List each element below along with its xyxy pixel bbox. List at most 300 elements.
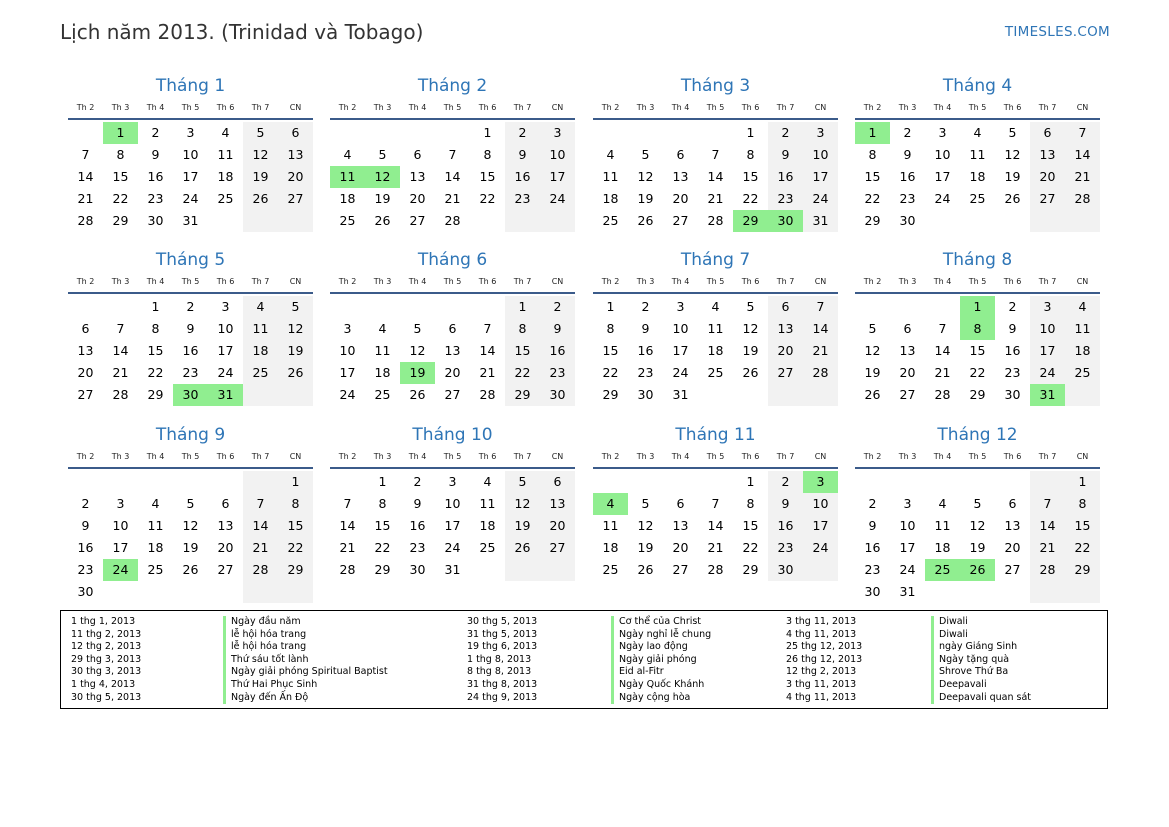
day-cell: 4 bbox=[606, 147, 615, 162]
day-cell: 12 bbox=[505, 493, 540, 515]
day-cell: 18 bbox=[934, 540, 951, 555]
day-cell: 13 bbox=[1004, 518, 1021, 533]
empty-day-cell bbox=[138, 471, 173, 493]
day-cell: 27 bbox=[409, 213, 426, 228]
day-cell: 28 bbox=[707, 562, 724, 577]
empty-day-cell bbox=[890, 296, 925, 318]
holiday-day-cell: 8 bbox=[960, 318, 995, 340]
day-cell: 6 bbox=[413, 147, 422, 162]
day-cell: 2 bbox=[903, 125, 912, 140]
day-cell: 1 bbox=[606, 299, 615, 314]
day-cell: 11 bbox=[479, 496, 496, 511]
day-cell: 26 bbox=[1004, 191, 1021, 206]
empty-day-cell bbox=[103, 581, 138, 603]
day-cell: 20 bbox=[672, 191, 689, 206]
legend-holiday-name: Ngày giải phóng Spiritual Baptist bbox=[223, 666, 388, 679]
day-cell: 17 bbox=[112, 540, 129, 555]
day-cell: 25 bbox=[969, 191, 986, 206]
day-cell: 2 bbox=[540, 296, 575, 318]
empty-day-cell bbox=[138, 581, 173, 603]
day-cell: 24 bbox=[934, 191, 951, 206]
day-cell: 29 bbox=[374, 562, 391, 577]
day-cell: 6 bbox=[1030, 122, 1065, 144]
day-cell: 16 bbox=[899, 169, 916, 184]
day-cell: 1 bbox=[378, 474, 387, 489]
day-cell: 7 bbox=[343, 496, 352, 511]
weekday-label: CN bbox=[814, 452, 827, 461]
day-cell: 31 bbox=[899, 584, 916, 599]
day-cell: 14 bbox=[1030, 515, 1065, 537]
holiday-day-cell: 31 bbox=[208, 384, 243, 406]
weekday-label: Th 7 bbox=[776, 452, 795, 461]
day-cell: 4 bbox=[243, 296, 278, 318]
day-cell: 13 bbox=[540, 493, 575, 515]
legend-dates-column bbox=[467, 616, 537, 704]
day-cell: 2 bbox=[186, 299, 195, 314]
day-cell: 14 bbox=[339, 518, 356, 533]
day-cell: 22 bbox=[742, 191, 759, 206]
empty-day-cell bbox=[365, 296, 400, 318]
day-cell: 28 bbox=[339, 562, 356, 577]
month-7 bbox=[593, 248, 838, 406]
legend-holiday-name: Ngày nghỉ lễ chung bbox=[611, 629, 711, 642]
empty-day-cell bbox=[628, 122, 663, 144]
day-cell: 25 bbox=[374, 387, 391, 402]
weekday-label: Th 5 bbox=[181, 277, 200, 286]
weekday-label: Th 6 bbox=[1003, 277, 1022, 286]
day-cell: 14 bbox=[243, 515, 278, 537]
day-cell: 10 bbox=[112, 518, 129, 533]
day-cell: 9 bbox=[540, 318, 575, 340]
day-cell: 9 bbox=[151, 147, 160, 162]
legend-dates-column bbox=[71, 616, 141, 704]
day-cell: 24 bbox=[803, 537, 838, 559]
day-cell: 5 bbox=[505, 471, 540, 493]
day-cell: 3 bbox=[803, 122, 838, 144]
day-cell: 26 bbox=[278, 362, 313, 384]
day-cell: 8 bbox=[606, 321, 615, 336]
day-cell: 17 bbox=[182, 169, 199, 184]
day-cell: 25 bbox=[243, 362, 278, 384]
day-cell: 2 bbox=[505, 122, 540, 144]
day-cell: 25 bbox=[1065, 362, 1100, 384]
day-cell: 11 bbox=[602, 518, 619, 533]
weekday-label: Th 3 bbox=[898, 452, 917, 461]
days-grid bbox=[593, 296, 838, 406]
weekday-label: Th 3 bbox=[898, 277, 917, 286]
day-cell: 20 bbox=[77, 365, 94, 380]
day-cell: 23 bbox=[768, 188, 803, 210]
month-1 bbox=[68, 74, 313, 232]
day-cell: 20 bbox=[1004, 540, 1021, 555]
weekday-header bbox=[330, 276, 575, 294]
day-cell: 6 bbox=[676, 496, 685, 511]
empty-day-cell bbox=[243, 384, 278, 406]
day-cell: 30 bbox=[899, 213, 916, 228]
day-cell: 8 bbox=[746, 147, 755, 162]
month-title: Tháng 8 bbox=[942, 250, 1013, 270]
day-cell: 16 bbox=[637, 343, 654, 358]
day-cell: 17 bbox=[899, 540, 916, 555]
holiday-day-cell: 26 bbox=[960, 559, 995, 581]
weekday-label: Th 6 bbox=[216, 452, 235, 461]
weekday-label: Th 4 bbox=[408, 277, 427, 286]
day-cell: 5 bbox=[1008, 125, 1017, 140]
empty-day-cell bbox=[68, 471, 103, 493]
empty-day-cell bbox=[103, 296, 138, 318]
empty-day-cell bbox=[960, 210, 995, 232]
day-cell: 19 bbox=[1004, 169, 1021, 184]
legend-date: 3 thg 11, 2013 bbox=[786, 616, 857, 627]
day-cell: 6 bbox=[903, 321, 912, 336]
day-cell: 25 bbox=[217, 191, 234, 206]
legend-date: 12 thg 2, 2013 bbox=[71, 641, 142, 653]
empty-day-cell bbox=[278, 210, 313, 232]
day-cell: 26 bbox=[637, 213, 654, 228]
empty-day-cell bbox=[593, 471, 628, 493]
day-cell: 5 bbox=[278, 296, 313, 318]
day-cell: 10 bbox=[672, 321, 689, 336]
day-cell: 5 bbox=[243, 122, 278, 144]
weekday-label: Th 6 bbox=[741, 452, 760, 461]
day-cell: 5 bbox=[186, 496, 195, 511]
day-cell: 7 bbox=[448, 147, 457, 162]
day-cell: 29 bbox=[742, 562, 759, 577]
day-cell: 15 bbox=[742, 169, 759, 184]
weekday-label: CN bbox=[1076, 277, 1089, 286]
weekday-label: CN bbox=[551, 277, 564, 286]
day-cell: 26 bbox=[243, 188, 278, 210]
day-cell: 23 bbox=[1004, 365, 1021, 380]
weekday-header bbox=[330, 451, 575, 469]
day-cell: 19 bbox=[864, 365, 881, 380]
day-cell: 27 bbox=[672, 213, 689, 228]
day-cell: 20 bbox=[672, 540, 689, 555]
day-cell: 10 bbox=[444, 496, 461, 511]
day-cell: 22 bbox=[374, 540, 391, 555]
day-cell: 7 bbox=[81, 147, 90, 162]
day-cell: 16 bbox=[182, 343, 199, 358]
weekday-label: Th 6 bbox=[1003, 103, 1022, 112]
weekday-label: Th 2 bbox=[76, 277, 95, 286]
empty-day-cell bbox=[505, 559, 540, 581]
day-cell: 13 bbox=[768, 318, 803, 340]
legend-holiday-name: Thứ Hai Phục Sinh bbox=[223, 679, 388, 692]
day-cell: 15 bbox=[374, 518, 391, 533]
empty-day-cell bbox=[960, 581, 995, 603]
day-cell: 13 bbox=[409, 169, 426, 184]
day-cell: 8 bbox=[151, 321, 160, 336]
days-grid bbox=[855, 122, 1100, 232]
legend-date: 19 thg 6, 2013 bbox=[467, 641, 538, 653]
day-cell: 9 bbox=[768, 144, 803, 166]
day-cell: 21 bbox=[707, 540, 724, 555]
weekday-label: Th 7 bbox=[251, 103, 270, 112]
day-cell: 30 bbox=[768, 559, 803, 581]
day-cell: 19 bbox=[742, 343, 759, 358]
empty-day-cell bbox=[995, 210, 1030, 232]
day-cell: 25 bbox=[147, 562, 164, 577]
day-cell: 11 bbox=[707, 321, 724, 336]
day-cell: 5 bbox=[746, 299, 755, 314]
day-cell: 1 bbox=[746, 474, 755, 489]
day-cell: 12 bbox=[243, 144, 278, 166]
days-grid bbox=[68, 471, 313, 603]
day-cell: 15 bbox=[112, 169, 129, 184]
day-cell: 23 bbox=[864, 562, 881, 577]
empty-day-cell bbox=[593, 122, 628, 144]
days-grid bbox=[330, 296, 575, 406]
weekday-header bbox=[855, 276, 1100, 294]
day-cell: 22 bbox=[602, 365, 619, 380]
day-cell: 3 bbox=[903, 496, 912, 511]
empty-day-cell bbox=[173, 471, 208, 493]
legend-date: 30 thg 5, 2013 bbox=[71, 691, 142, 703]
day-cell: 9 bbox=[641, 321, 650, 336]
empty-day-cell bbox=[960, 471, 995, 493]
weekday-label: Th 6 bbox=[741, 103, 760, 112]
day-cell: 27 bbox=[768, 362, 803, 384]
holiday-day-cell: 3 bbox=[803, 471, 838, 493]
day-cell: 26 bbox=[409, 387, 426, 402]
day-cell: 26 bbox=[374, 213, 391, 228]
weekday-label: Th 7 bbox=[776, 103, 795, 112]
day-cell: 21 bbox=[803, 340, 838, 362]
day-cell: 9 bbox=[413, 496, 422, 511]
day-cell: 21 bbox=[1065, 166, 1100, 188]
day-cell: 17 bbox=[339, 365, 356, 380]
empty-day-cell bbox=[365, 122, 400, 144]
legend-date: 24 thg 9, 2013 bbox=[467, 691, 538, 703]
weekday-label: Th 4 bbox=[933, 277, 952, 286]
holiday-day-cell: 24 bbox=[103, 559, 138, 581]
month-title: Tháng 4 bbox=[942, 76, 1013, 96]
weekday-label: Th 2 bbox=[863, 277, 882, 286]
day-cell: 28 bbox=[1030, 559, 1065, 581]
empty-day-cell bbox=[925, 210, 960, 232]
holiday-day-cell: 30 bbox=[173, 384, 208, 406]
day-cell: 18 bbox=[602, 191, 619, 206]
day-cell: 9 bbox=[81, 518, 90, 533]
empty-day-cell bbox=[243, 210, 278, 232]
weekday-header bbox=[68, 451, 313, 469]
day-cell: 21 bbox=[1030, 537, 1065, 559]
empty-day-cell bbox=[663, 471, 698, 493]
empty-day-cell bbox=[208, 581, 243, 603]
day-cell: 13 bbox=[77, 343, 94, 358]
day-cell: 13 bbox=[444, 343, 461, 358]
day-cell: 7 bbox=[711, 496, 720, 511]
day-cell: 28 bbox=[112, 387, 129, 402]
day-cell: 8 bbox=[1065, 493, 1100, 515]
day-cell: 14 bbox=[934, 343, 951, 358]
day-cell: 24 bbox=[182, 191, 199, 206]
day-cell: 12 bbox=[409, 343, 426, 358]
weekday-header bbox=[330, 102, 575, 120]
month-title: Tháng 7 bbox=[680, 250, 751, 270]
day-cell: 6 bbox=[81, 321, 90, 336]
legend-date: 8 thg 8, 2013 bbox=[467, 666, 532, 678]
legend-holiday-name: Ngày đến Ấn Độ bbox=[223, 692, 388, 705]
day-cell: 14 bbox=[707, 518, 724, 533]
day-cell: 10 bbox=[339, 343, 356, 358]
weekday-label: Th 4 bbox=[408, 452, 427, 461]
month-12 bbox=[855, 423, 1100, 603]
empty-day-cell bbox=[208, 210, 243, 232]
weekday-label: Th 3 bbox=[373, 277, 392, 286]
day-cell: 16 bbox=[864, 540, 881, 555]
empty-day-cell bbox=[208, 471, 243, 493]
weekday-label: Th 5 bbox=[181, 103, 200, 112]
day-cell: 27 bbox=[217, 562, 234, 577]
empty-day-cell bbox=[470, 559, 505, 581]
empty-day-cell bbox=[1065, 384, 1100, 406]
empty-day-cell bbox=[540, 559, 575, 581]
weekday-label: Th 2 bbox=[863, 452, 882, 461]
weekday-label: Th 4 bbox=[933, 103, 952, 112]
empty-day-cell bbox=[278, 581, 313, 603]
month-title: Tháng 1 bbox=[155, 76, 226, 96]
weekday-label: CN bbox=[814, 277, 827, 286]
empty-day-cell bbox=[698, 471, 733, 493]
day-cell: 3 bbox=[676, 299, 685, 314]
month-title: Tháng 6 bbox=[417, 250, 488, 270]
day-cell: 17 bbox=[540, 166, 575, 188]
day-cell: 20 bbox=[768, 340, 803, 362]
day-cell: 21 bbox=[479, 365, 496, 380]
day-cell: 23 bbox=[768, 537, 803, 559]
legend-holiday-name: Ngày tặng quà bbox=[931, 654, 1031, 667]
weekday-label: Th 4 bbox=[671, 277, 690, 286]
month-3 bbox=[593, 74, 838, 232]
weekday-label: Th 2 bbox=[338, 103, 357, 112]
month-title: Tháng 5 bbox=[155, 250, 226, 270]
empty-day-cell bbox=[628, 471, 663, 493]
day-cell: 14 bbox=[112, 343, 129, 358]
day-cell: 2 bbox=[868, 496, 877, 511]
weekday-header bbox=[855, 102, 1100, 120]
day-cell: 10 bbox=[899, 518, 916, 533]
day-cell: 14 bbox=[1065, 144, 1100, 166]
day-cell: 29 bbox=[112, 213, 129, 228]
day-cell: 6 bbox=[768, 296, 803, 318]
weekday-label: CN bbox=[814, 103, 827, 112]
legend-holiday-name: Ngày cộng hòa bbox=[611, 692, 711, 705]
day-cell: 13 bbox=[672, 169, 689, 184]
day-cell: 29 bbox=[505, 384, 540, 406]
weekday-label: Th 6 bbox=[478, 452, 497, 461]
day-cell: 19 bbox=[374, 191, 391, 206]
day-cell: 21 bbox=[77, 191, 94, 206]
day-cell: 3 bbox=[540, 122, 575, 144]
day-cell: 10 bbox=[803, 144, 838, 166]
weekday-header bbox=[68, 102, 313, 120]
day-cell: 8 bbox=[278, 493, 313, 515]
day-cell: 4 bbox=[973, 125, 982, 140]
day-cell: 1 bbox=[1065, 471, 1100, 493]
weekday-label: Th 6 bbox=[1003, 452, 1022, 461]
day-cell: 24 bbox=[1030, 362, 1065, 384]
day-cell: 20 bbox=[217, 540, 234, 555]
day-cell: 12 bbox=[637, 518, 654, 533]
empty-day-cell bbox=[1065, 581, 1100, 603]
day-cell: 18 bbox=[339, 191, 356, 206]
legend-date: 4 thg 11, 2013 bbox=[786, 691, 857, 703]
day-cell: 29 bbox=[602, 387, 619, 402]
legend-date: 11 thg 2, 2013 bbox=[71, 628, 142, 640]
weekday-label: Th 5 bbox=[968, 103, 987, 112]
month-9 bbox=[68, 423, 313, 603]
day-cell: 20 bbox=[899, 365, 916, 380]
weekday-label: Th 3 bbox=[111, 277, 130, 286]
empty-day-cell bbox=[768, 384, 803, 406]
weekday-label: Th 7 bbox=[251, 277, 270, 286]
legend-date: 3 thg 11, 2013 bbox=[786, 678, 857, 690]
day-cell: 23 bbox=[540, 362, 575, 384]
day-cell: 28 bbox=[934, 387, 951, 402]
day-cell: 12 bbox=[864, 343, 881, 358]
day-cell: 6 bbox=[540, 471, 575, 493]
holiday-day-cell: 1 bbox=[960, 296, 995, 318]
day-cell: 23 bbox=[505, 188, 540, 210]
day-cell: 22 bbox=[479, 191, 496, 206]
day-cell: 17 bbox=[672, 343, 689, 358]
weekday-label: Th 4 bbox=[146, 277, 165, 286]
day-cell: 4 bbox=[938, 496, 947, 511]
day-cell: 8 bbox=[483, 147, 492, 162]
weekday-label: Th 2 bbox=[601, 103, 620, 112]
day-cell: 2 bbox=[1008, 299, 1017, 314]
day-cell: 4 bbox=[1065, 296, 1100, 318]
day-cell: 1 bbox=[746, 125, 755, 140]
day-cell: 21 bbox=[934, 365, 951, 380]
site-link[interactable]: TIMESLES.COM bbox=[1004, 24, 1110, 40]
weekday-label: Th 7 bbox=[1038, 103, 1057, 112]
day-cell: 17 bbox=[803, 515, 838, 537]
day-cell: 28 bbox=[444, 213, 461, 228]
day-cell: 15 bbox=[278, 515, 313, 537]
weekday-label: Th 7 bbox=[513, 103, 532, 112]
weekday-label: CN bbox=[551, 103, 564, 112]
day-cell: 12 bbox=[969, 518, 986, 533]
day-cell: 20 bbox=[409, 191, 426, 206]
day-cell: 25 bbox=[479, 540, 496, 555]
day-cell: 7 bbox=[1065, 122, 1100, 144]
empty-day-cell bbox=[1030, 210, 1065, 232]
day-cell: 18 bbox=[147, 540, 164, 555]
day-cell: 3 bbox=[448, 474, 457, 489]
day-cell: 23 bbox=[899, 191, 916, 206]
day-cell: 16 bbox=[505, 166, 540, 188]
legend-holiday-name: lễ hội hóa trang bbox=[223, 641, 388, 654]
page-title: Lịch năm 2013. (Trinidad và Tobago) bbox=[60, 20, 424, 44]
day-cell: 1 bbox=[278, 471, 313, 493]
month-4 bbox=[855, 74, 1100, 232]
legend-date: 1 thg 8, 2013 bbox=[467, 653, 532, 665]
legend-date: 31 thg 8, 2013 bbox=[467, 678, 538, 690]
day-cell: 12 bbox=[1004, 147, 1021, 162]
day-cell: 10 bbox=[540, 144, 575, 166]
day-cell: 25 bbox=[602, 562, 619, 577]
holiday-day-cell: 4 bbox=[593, 493, 628, 515]
day-cell: 7 bbox=[803, 296, 838, 318]
weekday-label: Th 3 bbox=[636, 452, 655, 461]
holiday-day-cell: 12 bbox=[365, 166, 400, 188]
day-cell: 11 bbox=[602, 169, 619, 184]
legend-holiday-name: Ngày giải phóng bbox=[611, 654, 711, 667]
day-cell: 30 bbox=[637, 387, 654, 402]
empty-day-cell bbox=[470, 296, 505, 318]
